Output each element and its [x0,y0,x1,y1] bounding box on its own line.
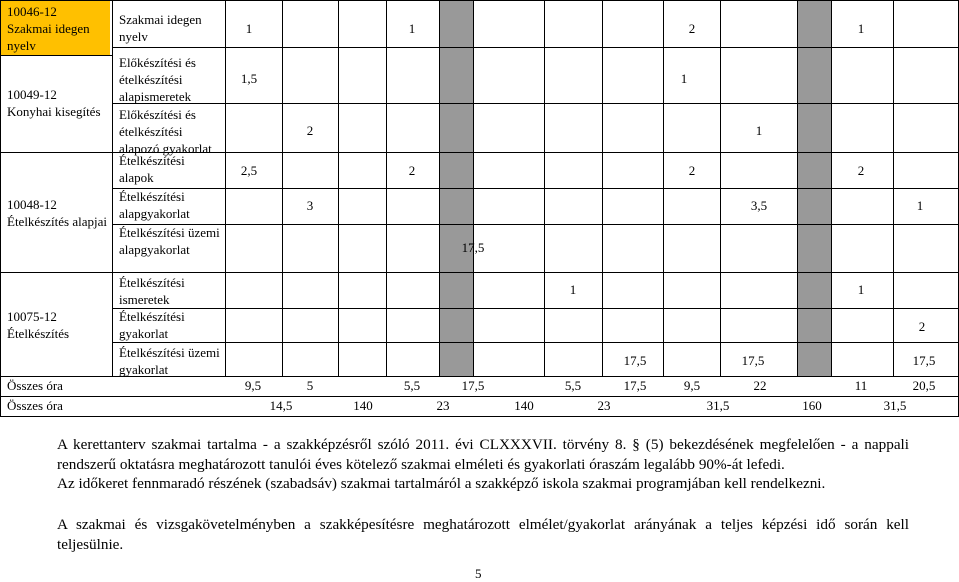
grid-line [797,0,798,377]
total-value: 20,5 [912,378,936,393]
module-label [0,86,110,120]
paragraph-line: rendszerű oktatásra meghatározott tanulói éves kötelező szakmai elméleti és gyakorlati óraszám legalább 90%-át lefedi. [57,455,785,473]
subject-label: Ételkészítési gyakorlat [119,309,185,341]
hours-value: 2,5 [240,163,258,178]
subject-label: Ételkészítési üzemi gyakorlat [119,345,220,377]
subject-label: Előkészítési és ételkészítési alapozó gyakorlat [119,107,212,156]
hours-value: 1 [755,123,763,138]
hours-value: 1 [569,282,577,297]
grid-line [386,0,387,377]
module-name: Szakmai idegen nyelv [7,21,90,53]
grid-line [439,0,440,377]
subject-label: Szakmai idegen nyelv [119,12,202,44]
module-code: 10075-12 [7,309,57,324]
grid-line [0,152,959,153]
total-value: 140 [353,398,373,413]
hours-value: 2 [688,21,696,36]
module-label [0,3,110,54]
paragraph-line: A kerettanterv szakmai tartalma - a szakképzésről szóló 2011. évi CLXXXVII. törvény 8. § (5) bekezdésének megfelelően - a nappali [57,436,909,453]
grid-line [225,0,226,377]
paragraph-line: teljesülnie. [57,535,124,553]
grid-line [112,0,113,377]
total-value: 31,5 [883,398,907,413]
total-value: 14,5 [269,398,293,413]
subject-label: Ételkészítési alapgyakorlat [119,189,190,221]
grid-line [473,0,474,377]
hours-value: 17,5 [912,353,936,368]
total-value: 9,5 [683,378,701,393]
hours-value: 3 [306,198,314,213]
grid-line [544,0,545,377]
total-value: 23 [436,398,450,413]
module-name: Konyhai kisegítés [7,104,101,119]
paragraph-line: Az időkeret fennmaradó részének (szabadsáv) szakmai tartalmáról a szakképző iskola szakmai programjában kell rendelkezni. [57,475,826,492]
subject-label: Ételkészítési alapok [119,153,185,185]
hours-value: 2 [688,163,696,178]
grid-line [0,416,959,417]
grid-line [338,0,339,377]
paragraph-2 [57,474,909,494]
hours-value: 2 [408,163,416,178]
total-value: 11 [854,378,868,393]
total-value: 31,5 [706,398,730,413]
subject-label: Ételkészítési üzemi alapgyakorlat [119,225,220,257]
total-value: 140 [514,398,534,413]
module-name: Ételkészítés [7,326,70,341]
grid-line [0,55,112,56]
paragraph-3 [57,515,909,554]
totals-label: Összes óra [7,398,63,413]
total-value: 5,5 [403,378,421,393]
hours-value: 2 [306,123,314,138]
module-label [0,196,110,230]
total-value: 22 [753,378,767,393]
grid-line [720,0,721,377]
subject-label: Ételkészítési ismeretek [119,275,185,307]
hours-value: 1 [857,21,865,36]
hours-value: 1 [408,21,416,36]
grid-line [602,0,603,377]
hours-value: 1 [680,71,688,86]
total-value: 23 [597,398,611,413]
hours-value: 2 [918,319,926,334]
grid-line [282,0,283,377]
hours-value: 1 [245,21,253,36]
module-code: 10049-12 [7,87,57,102]
grid-line [663,0,664,377]
hours-value: 17,5 [623,353,647,368]
total-value: 17,5 [461,378,485,393]
hours-value: 1 [916,198,924,213]
grid-line [0,396,959,397]
grid-line [0,0,1,417]
total-value: 9,5 [244,378,262,393]
grid-line [0,0,959,1]
paragraph-1 [57,435,909,474]
hours-value: 1,5 [240,71,258,86]
hours-value: 17,5 [741,353,765,368]
total-value: 160 [802,398,822,413]
grid-line [0,272,959,273]
module-name: Ételkészítés alapjai [7,214,107,229]
totals-label: Összes óra [7,378,63,393]
hours-value: 3,5 [750,198,768,213]
grid-line [0,376,959,377]
hours-value: 1 [857,282,865,297]
module-label [0,308,110,342]
paragraph-line: A szakmai és vizsgakövetelményben a szakképesítésre meghatározott elmélet/gyakorlat arányának a teljes képzési idő során kell [57,516,909,533]
hours-value: 17,5 [461,240,485,255]
module-code: 10048-12 [7,197,57,212]
module-code: 10046-12 [7,4,57,19]
grid-line [893,0,894,377]
total-value: 5,5 [564,378,582,393]
grid-line [831,0,832,377]
page-number: 5 [475,566,482,581]
total-value: 5 [306,378,314,393]
hours-value: 2 [857,163,865,178]
total-value: 17,5 [623,378,647,393]
subject-label: Előkészítési és ételkészítési alapismeretek [119,55,196,104]
